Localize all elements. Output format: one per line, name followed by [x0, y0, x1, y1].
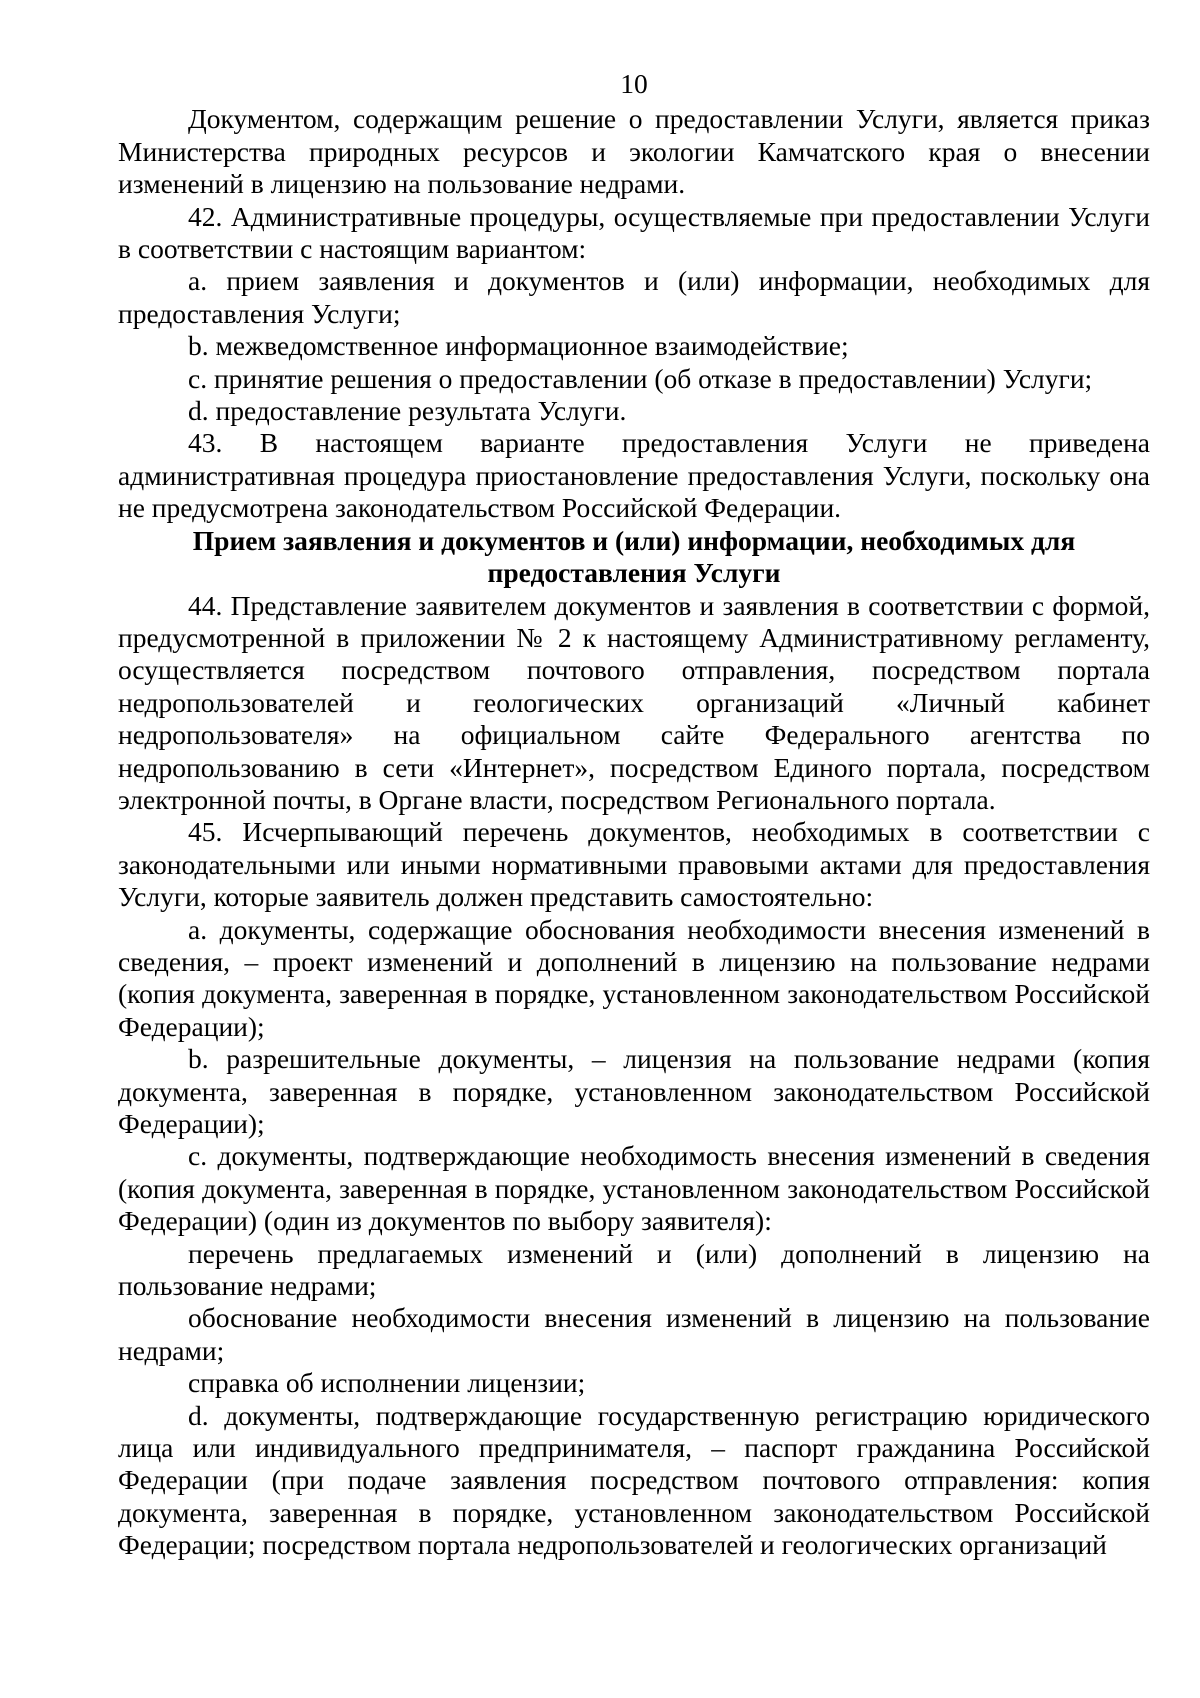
- list-item-42c: c. принятие решения о предоставлении (об отказе в предоставлении) Услуги;: [188, 362, 1093, 394]
- paragraph-42-procedures: 42. Административные процедуры, осуществляемые при предоставлении Услуги в соответствии с настоящим вариантом:: [118, 200, 1150, 265]
- list-item-42d: d. предоставление результата Услуги.: [188, 395, 627, 427]
- sub-item-license-report: справка об исполнении лицензии;: [188, 1367, 586, 1399]
- paragraph-44-submission: 44. Представление заявителем документов и заявления в соответствии с формой, предусмотренной в приложении № 2 к настоящему Административному регламенту, осуществляется посредством почтового отправления, посредством портала недропользователей и геологических организаций «Личный кабинет недропользователя» на официальном сайте Федерального агентства по недропользованию в сети «Интернет», посредством Единого портала, посредством электронной почты, в Органе власти, посредством Регионального портала.: [118, 589, 1150, 815]
- list-item-42a: a. прием заявления и документов и (или) информации, необходимых для предоставления Услуги;: [118, 265, 1150, 329]
- sub-item-justification: обоснование необходимости внесения изменений в лицензию на пользование недрами;: [118, 1302, 1150, 1366]
- paragraph-43-suspension: 43. В настоящем варианте предоставления Услуги не приведена административная процедура приостановление предоставления Услуги, поскольку она не предусмотрена законодательством Российской Федерации.: [118, 427, 1150, 524]
- paragraph-45-documents-list: 45. Исчерпывающий перечень документов, необходимых в соответствии с законодательными или иными нормативными правовыми актами для предоставления Услуги, которые заявитель должен представить самостоятельно:: [118, 816, 1150, 913]
- sub-item-changes-list: перечень предлагаемых изменений и (или) дополнений в лицензию на пользование недрами;: [118, 1237, 1150, 1302]
- list-item-45c: c. документы, подтверждающие необходимость внесения изменений в сведения (копия документа, заверенная в порядке, установленном законодательством Российской Федерации) (один из документов по выбору заявителя):: [118, 1140, 1150, 1237]
- list-item-45a: a. документы, содержащие обоснования необходимости внесения изменений в сведения, – проект изменений и дополнений в лицензию на пользование недрами (копия документа, заверенная в порядке, установленном законодательством Российской Федерации);: [118, 913, 1150, 1042]
- page-number: 10: [620, 68, 648, 99]
- list-item-45b: b. разрешительные документы, – лицензия на пользование недрами (копия документа, заверенная в порядке, установленном законодательством Российской Федерации);: [118, 1043, 1150, 1139]
- section-heading: Прием заявления и документов и (или) информации, необходимых для предоставления Услуги: [192, 524, 1076, 589]
- list-item-45d: d. документы, подтверждающие государственную регистрацию юридического лица или индивидуального предпринимателя, – паспорт гражданина Российской Федерации (при подаче заявления посредством почтового отправления: копия документа, заверенная в порядке, установленном законодательством Российской Федерации; посредством портала недропользователей и геологических организаций: [118, 1399, 1150, 1561]
- paragraph-decision-document: Документом, содержащим решение о предоставлении Услуги, является приказ Министерства природных ресурсов и экологии Камчатского края о внесении изменений в лицензию на пользование недрами.: [118, 103, 1150, 200]
- document-page: [118, 68, 1150, 1562]
- list-item-42b: b. межведомственное информационное взаимодействие;: [188, 330, 849, 362]
